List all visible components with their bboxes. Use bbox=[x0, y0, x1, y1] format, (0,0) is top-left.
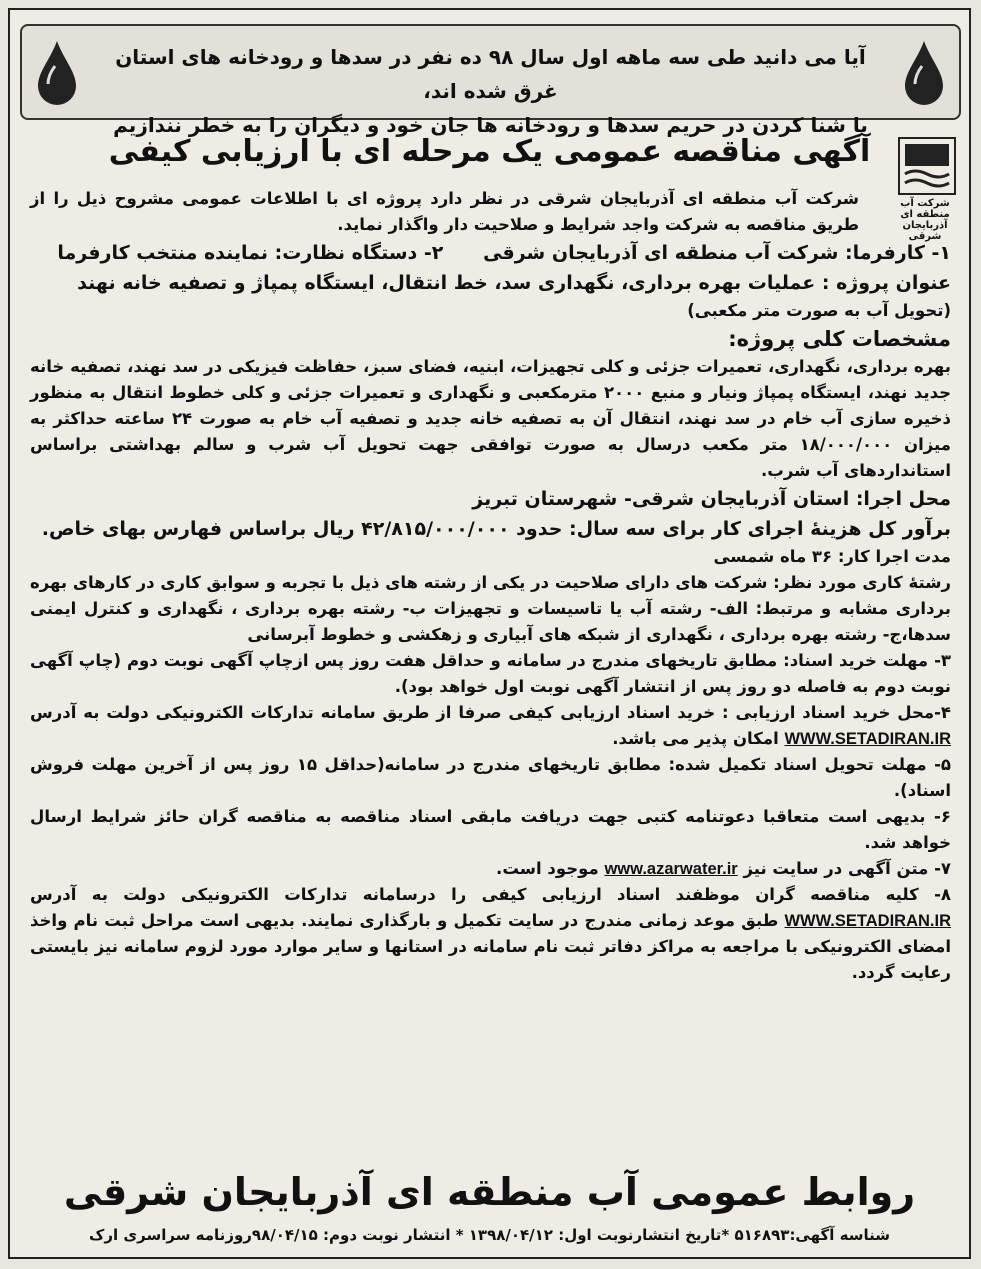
azarwater-link[interactable]: www.azarwater.ir bbox=[604, 860, 738, 878]
project-note: (تحویل آب به صورت متر مکعبی) bbox=[687, 301, 951, 320]
item-3: ۳- مهلت خرید اسناد: مطابق تاریخهای مندرج در سامانه و حداقل هفت روز پس ازچاپ آگهی نوبت دوم (چاپ آگهی نوبت دوم به فاصله دو روز پس از انتشار آگهی نوبت اول خواهد بود). bbox=[30, 651, 951, 696]
ad-title: آگهی مناقصه عمومی یک مرحله ای با ارزیابی کیفی bbox=[108, 134, 871, 169]
field-text: رشتهٔ کاری مورد نظر: شرکت های دارای صلاحیت در یکی از رشته های ذیل با تجربه و سوابق کاری در کارهای بهره برداری مشابه و مرتبط: الف- رشته آب یا تاسیسات و تجهیزات ب- رشته بهره برداری ، نگهداری و کنترل ایمنی سدها،ج- رشته بهره برداری ، نگهداری از شبکه های آبیاری و زهکشی و خطوط آبرسانی bbox=[30, 573, 951, 644]
banner-text bbox=[96, 40, 885, 142]
setadiran-link[interactable]: WWW.SETADIRAN.IR bbox=[784, 730, 951, 748]
specs-body: بهره برداری، نگهداری، تعمیرات جزئی و کلی تجهیزات، ابنیه، فضای سبز، حفاظت فیزیکی در سد نهند، تصفیه خانه جدید نهند، ایستگاه پمپاژ ونیار و منبع ۲۰۰۰ مترمکعبی و نگهداری و تعمیرات جزئی و کلی خطوط انتقال به منظور ذخیره سازی آب خام در سد نهند، انتقال آن به تصفیه خانه جدید و تصفیه آب خام به صورت ۲۴ ساعته حداکثر به میزان ۱۸/۰۰۰/۰۰۰ متر مکعب درسال به صورت توافقی جهت تحویل آب شرب و سالم بهداشتی براساس استانداردهای آب شرب. bbox=[30, 357, 951, 480]
item-7-text: ۷- متن آگهی در سایت نیز bbox=[743, 859, 951, 878]
water-drop-icon bbox=[32, 38, 82, 108]
duration-text: مدت اجرا کار: ۳۶ ماه شمسی bbox=[713, 547, 951, 566]
warning-banner bbox=[20, 24, 961, 137]
intro-text: شرکت آب منطقه ای آذربایجان شرقی در نظر دارد پروژه ای با اطلاعات عمومی مشروح ذیل را از طریق مناقصه به شرکت واجد شرایط و صلاحیت دار واگذار نماید. bbox=[30, 189, 859, 234]
item-4 bbox=[30, 700, 951, 752]
employer-text: ۱- کارفرما: شرکت آب منطقه ای آذربایجان شرقی bbox=[483, 242, 951, 264]
item-7 bbox=[30, 856, 951, 882]
item-4-tail: امکان پذیر می باشد. bbox=[612, 729, 779, 748]
ad-frame bbox=[8, 8, 971, 1259]
supervisor-text: ۲- دستگاه نظارت: نماینده منتخب کارفرما bbox=[57, 242, 444, 264]
banner-line-2: با شنا کردن در حریم سدها و رودخانه ها جان خود و دیگران را به خطر نندازیم bbox=[113, 113, 868, 137]
item-7-tail: موجود است. bbox=[496, 859, 599, 878]
location-text: محل اجرا: استان آذربایجان شرقی- شهرستان تبریز bbox=[472, 488, 951, 510]
item-8 bbox=[30, 882, 951, 986]
item-8-text: ۸- کلیه مناقصه گران موظفند اسناد ارزیابی کیفی را درسامانه تدارکات الکترونیکی دولت به آدرس bbox=[30, 885, 951, 904]
cost-text: برآور کل هزینهٔ اجرای کار برای سه سال: حدود ۴۲/۸۱۵/۰۰۰/۰۰۰ ریال براساس فهارس بهای خاص. bbox=[41, 518, 951, 540]
project-title: عنوان پروژه : عملیات بهره برداری، نگهداری سد، خط انتقال، ایستگاه پمپاژ و تصفیه خانه نهند bbox=[77, 272, 951, 294]
setadiran-link-2[interactable]: WWW.SETADIRAN.IR bbox=[784, 912, 951, 930]
item-4-text: ۴-محل خرید اسناد ارزیابی : خرید اسناد ارزیابی کیفی صرفا از طریق سامانه تدارکات الکترونیکی دولت به آدرس bbox=[30, 703, 951, 722]
item-5: ۵- مهلت تحویل اسناد تکمیل شده: مطابق تاریخهای مندرج در سامانه(حداقل ۱۵ روز پس از آخرین مهلت فروش اسناد). bbox=[30, 755, 951, 800]
ad-body bbox=[30, 186, 951, 986]
logo-caption: شرکت آب منطقه ای آذربایجان شرقی bbox=[900, 198, 950, 242]
item-6: ۶- بدیهی است متعاقبا دعوتنامه کتبی جهت دریافت مابقی اسناد مناقصه به مناقصه گران حائز شرایط ارسال خواهد شد. bbox=[30, 807, 951, 852]
employer-supervisor-line bbox=[30, 238, 951, 268]
specs-heading: مشخصات کلی پروژه: bbox=[728, 327, 951, 351]
banner-line-1: آیا می دانید طی سه ماهه اول سال ۹۸ ده نفر در سدها و رودخانه های استان غرق شده اند، bbox=[115, 45, 866, 103]
footer-info: شناسه آگهی:۵۱۶۸۹۳ *تاریخ انتشارنوبت اول: ۱۳۹۸/۰۴/۱۲ * انتشار نوبت دوم: ۹۸/۰۴/۱۵روزنامه سراسری ارک bbox=[89, 1226, 890, 1244]
footer-title: روابط عمومی آب منطقه ای آذربایجان شرقی bbox=[63, 1170, 916, 1214]
item-8-tail: طبق موعد زمانی مندرج در سایت تکمیل و بارگذاری نمایند. بدیهی است مراحل ثبت نام واخذ امضای الکترونیکی با مراجعه به مراکز دفاتر ثبت نام سامانه در استانها و سایر موارد مورد لزوم سامانه نیز بایستی رعایت گردد. bbox=[30, 911, 951, 982]
water-drop-icon bbox=[899, 38, 949, 108]
